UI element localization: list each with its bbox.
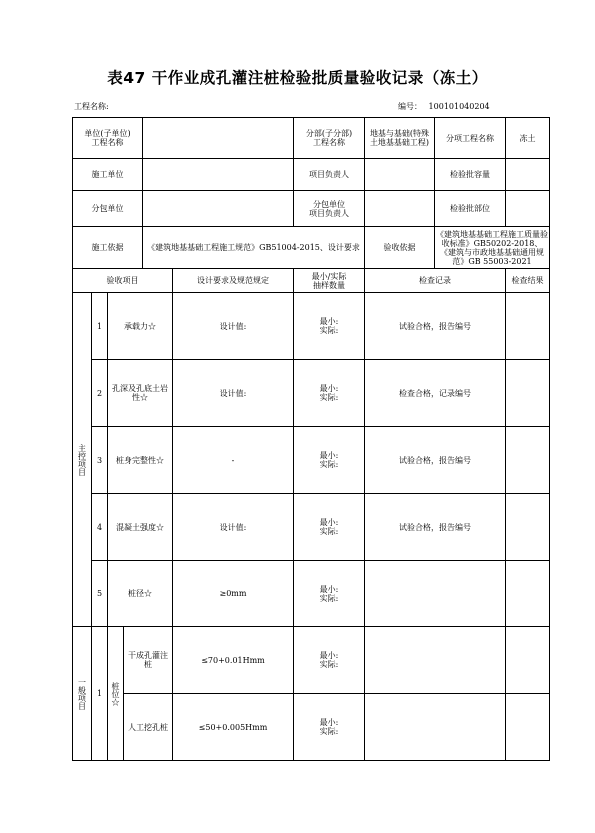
main-control-label: 主控项目 [73,293,92,627]
item-number: 5 [92,561,108,627]
item-number: 2 [92,360,108,427]
unit-name-value[interactable] [143,118,294,159]
item-name: 孔深及孔底土岩性☆ [108,360,173,427]
main-item-row [73,360,550,427]
item-number: 3 [92,427,108,494]
basis-label: 施工依据 [73,227,143,269]
record-number [398,101,490,112]
construction-unit-label: 施工单位 [73,159,143,191]
sub-item-name: 人工挖孔桩 [124,694,173,761]
inspection-record[interactable] [365,561,506,627]
header-row-4 [73,227,550,269]
item-name: 桩径☆ [108,561,173,627]
header-row-1 [73,118,550,159]
acceptance-basis-label: 验收依据 [365,227,435,269]
inspection-record[interactable] [365,694,506,761]
inspection-record[interactable]: 试验合格，报告编号 [365,293,506,360]
acceptance-basis-value: 《建筑地基基础工程施工质量验收标准》GB50202-2018、《建筑与市政地基基础通用规范》GB 55003-2021 [435,227,550,269]
item-name: 桩身完整性☆ [108,427,173,494]
inspection-record[interactable]: 试验合格，报告编号 [365,427,506,494]
batch-location-label: 检验批部位 [435,191,506,227]
inspection-result[interactable] [506,561,550,627]
col-record-header: 检查记录 [365,269,506,293]
general-item-label: 一般项目 [73,627,92,761]
design-requirement: 设计值: [173,293,294,360]
main-item-row [73,427,550,494]
division-name-value[interactable]: 地基与基础(特殊土地基基础工程) [365,118,435,159]
header-row-3 [73,191,550,227]
page-title: 表47 干作业成孔灌注桩检验批质量验收记录（冻土） [107,69,488,87]
item-number: 4 [92,494,108,561]
design-requirement: - [173,427,294,494]
inspection-result[interactable] [506,494,550,561]
sampling-quantity[interactable]: 最小: 实际: [294,427,365,494]
design-requirement: ≥0mm [173,561,294,627]
sampling-quantity[interactable]: 最小: 实际: [294,494,365,561]
inspection-result[interactable] [506,360,550,427]
subcontract-unit-label: 分包单位 [73,191,143,227]
item-number: 1 [92,293,108,360]
main-item-row [73,561,550,627]
unit-name-label: 单位(子单位) 工程名称 [73,118,143,159]
main-item-row [73,494,550,561]
inspection-record[interactable]: 检查合格，记录编号 [365,360,506,427]
subcontract-leader-label: 分包单位 项目负责人 [294,191,365,227]
col-design-header: 设计要求及规范规定 [173,269,294,293]
sampling-quantity[interactable]: 最小: 实际: [294,293,365,360]
record-number-label: 编号： [398,102,422,111]
main-item-row [73,293,550,360]
inspection-record[interactable]: 试验合格，报告编号 [365,494,506,561]
item-name: 桩位☆ [108,627,124,761]
col-item-header: 验收项目 [73,269,173,293]
col-result-header: 检查结果 [506,269,550,293]
sampling-quantity[interactable]: 最小: 实际: [294,561,365,627]
project-leader-label: 项目负责人 [294,159,365,191]
column-header-row [73,269,550,293]
general-item-row [73,627,550,694]
subitem-name-value[interactable]: 冻土 [506,118,550,159]
construction-unit-value[interactable] [143,159,294,191]
sub-item-name: 干成孔灌注桩 [124,627,173,694]
item-name: 承载力☆ [108,293,173,360]
design-requirement: ≤70+0.01Hmm [173,627,294,694]
design-requirement: ≤50+0.005Hmm [173,694,294,761]
item-name: 混凝土强度☆ [108,494,173,561]
sampling-quantity[interactable]: 最小: 实际: [294,694,365,761]
design-requirement: 设计值: [173,494,294,561]
inspection-result[interactable] [506,627,550,694]
col-sampling-header: 最小/实际 抽样数量 [294,269,365,293]
batch-capacity-value[interactable] [506,159,550,191]
acceptance-form-table [72,117,550,761]
inspection-record[interactable] [365,627,506,694]
sampling-quantity[interactable]: 最小: 实际: [294,360,365,427]
batch-capacity-label: 检验批容量 [435,159,506,191]
design-requirement: 设计值: [173,360,294,427]
batch-location-value[interactable] [506,191,550,227]
subcontract-leader-value[interactable] [365,191,435,227]
inspection-result[interactable] [506,427,550,494]
record-number-value: 100101040204 [428,102,490,111]
item-number: 1 [92,627,108,761]
subcontract-unit-value[interactable] [143,191,294,227]
inspection-result[interactable] [506,694,550,761]
sampling-quantity[interactable]: 最小: 实际: [294,627,365,694]
project-leader-value[interactable] [365,159,435,191]
inspection-result[interactable] [506,293,550,360]
project-name-label: 工程名称: [74,102,109,111]
general-item-row [73,694,550,761]
basis-value: 《建筑地基基础工程施工规范》GB51004-2015、设计要求 [143,227,365,269]
header-row-2 [73,159,550,191]
subitem-name-label: 分项工程名称 [435,118,506,159]
division-name-label: 分部(子分部) 工程名称 [294,118,365,159]
